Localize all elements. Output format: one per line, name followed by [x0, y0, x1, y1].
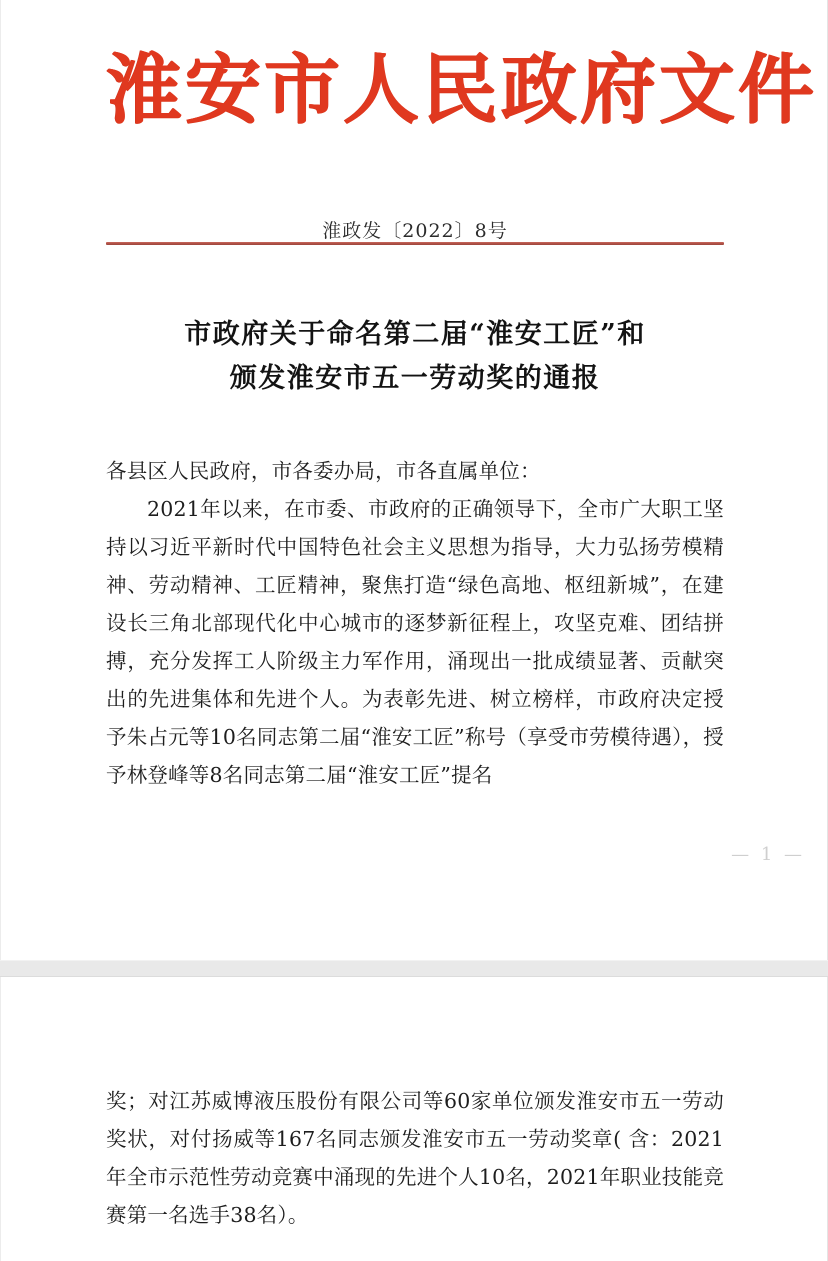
body-paragraph-1: 2021年以来，在市委、市政府的正确领导下，全市广大职工坚持以习近平新时代中国特色社会主义思想为指导，大力弘扬劳模精神、劳动精神、工匠精神，聚焦打造“绿色高地、枢纽新城”，在建设长三角北部现代化中心城市的逐梦新征程上，攻坚克难、团结拼搏，充分发挥工人阶级主力军作用，涌现出一批成绩显著、贡献突出的先进集体和先进个人。为表彰先进、树立榜样，市政府决定授予朱占元等10名同志第二届“淮安工匠”称号（享受市劳模待遇），授予林登峰等8名同志第二届“淮安工匠”提名 — [106, 497, 724, 787]
page-1-body — [106, 452, 724, 794]
page-2-body — [106, 1082, 724, 1234]
page-separator — [0, 960, 828, 977]
body-paragraph-2: 奖；对江苏威博液压股份有限公司等60家单位颁发淮安市五一劳动奖状，对付扬威等167名同志颁发淮安市五一劳动奖章( 含：2021年全市示范性劳动竞赛中涌现的先进个人10名，2021年职业技能竞赛第一名选手38名）。 — [106, 1089, 724, 1227]
document-number: 淮政发〔2022〕8号 — [322, 220, 508, 242]
title-line-1: 市政府关于命名第二届“淮安工匠”和 — [184, 319, 646, 350]
page-1-content-area — [106, 0, 817, 960]
page-2-content-area — [106, 977, 724, 1261]
document-page-2 — [0, 977, 828, 1261]
title-line-2: 颁发淮安市五一劳动奖的通报 — [229, 363, 601, 394]
masthead — [106, 45, 817, 134]
masthead-title: 淮安市人民政府文件 — [106, 45, 817, 134]
red-divider-rule — [106, 242, 724, 245]
salutation: 各县区人民政府，市各委办局，市各直属单位： — [106, 459, 541, 483]
page-number-footer: — 1 — — [731, 844, 805, 865]
page-title — [114, 313, 716, 401]
